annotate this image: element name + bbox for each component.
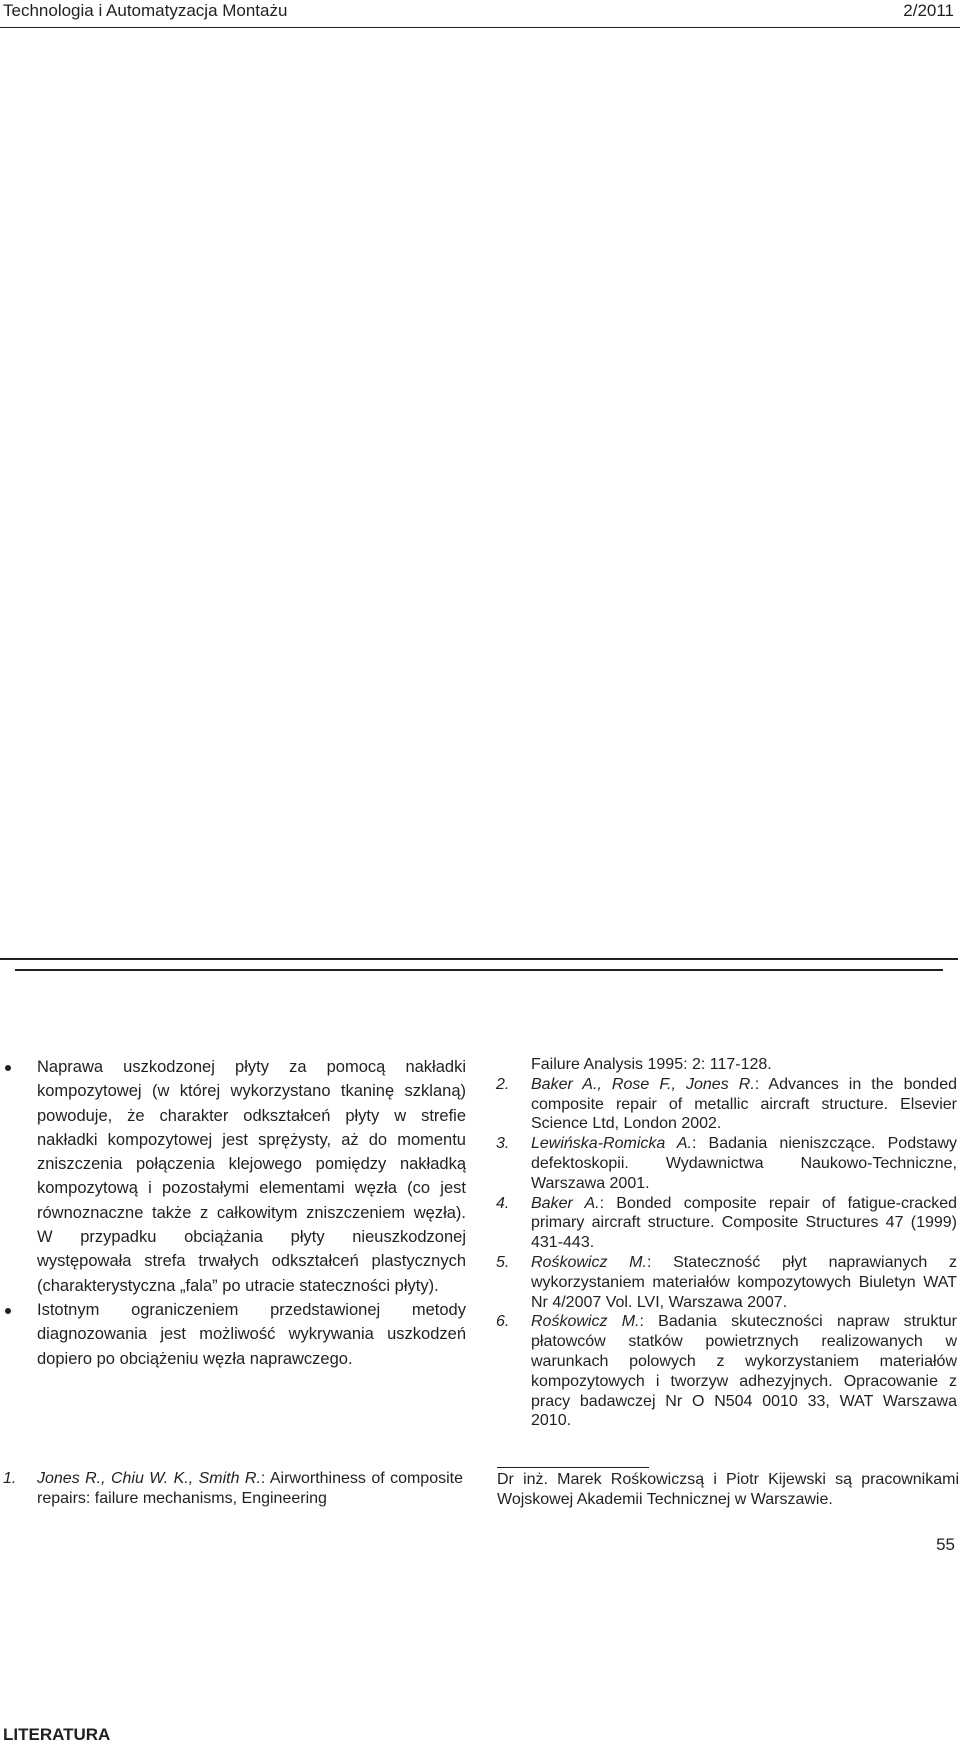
- reference-text: Failure Analysis 1995: 2: 117-128.: [531, 1056, 772, 1073]
- reference-authors: Baker A., Rose F., Jones R.: [531, 1075, 755, 1093]
- reference-number: 6.: [496, 1313, 510, 1331]
- section-rule-top: [0, 958, 958, 960]
- reference-body: [531, 1194, 957, 1253]
- header-rule: [0, 27, 960, 28]
- footnote-rule: [497, 1467, 649, 1468]
- reference-item: [496, 1253, 957, 1312]
- reference-authors: Rośkowicz M.: [531, 1313, 640, 1331]
- reference-text: : Advances in the bonded composite repair of metallic aircraft structure. Elsevier Science Ltd, London 2002.: [531, 1075, 958, 1133]
- conclusion-item: [0, 1298, 466, 1371]
- literature-heading: LITERATURA: [3, 1725, 111, 1744]
- reference-body: [531, 1312, 957, 1431]
- reference-body: [37, 1469, 463, 1509]
- reference-text: : Stateczność płyt naprawianych z wykorzystaniem materiałów kompozytowych Biuletyn WAT Nr 4/2007 Vol. LVI, Warszawa 2007.: [531, 1253, 957, 1311]
- reference-number: 1.: [3, 1470, 17, 1487]
- reference-text: : Bonded composite repair of fatigue-cracked primary aircraft structure. Composite Structures 47 (1999) 431-443.: [531, 1194, 957, 1252]
- reference-item: [496, 1312, 957, 1431]
- issue-number: 2/2011: [903, 1, 954, 20]
- reference-text: : Badania skuteczności napraw struktur płatowców statków powietrznych realizowanych w warunkach polowych z wykorzystaniem materiałów kompozytowych i tworzyw adhezyjnych. Opracowanie z pracy badawczej Nr O N504 0010 33, WAT Warszawa 2010.: [531, 1313, 958, 1430]
- conclusions-column: [0, 1055, 466, 1371]
- reference-number: 4.: [496, 1194, 510, 1212]
- bullet-icon: [5, 1308, 11, 1314]
- journal-title: Technologia i Automatyzacja Montażu: [3, 1, 288, 20]
- reference-body: [531, 1075, 957, 1134]
- bullet-icon: [5, 1065, 11, 1071]
- references-column: [496, 1055, 957, 1431]
- reference-item: [496, 1075, 957, 1134]
- reference-body: [531, 1253, 957, 1312]
- reference-item: [496, 1134, 957, 1193]
- reference-text: : Airworthiness of composite repairs: failure mechanisms, Engineering: [37, 1470, 463, 1507]
- reference-number: 2.: [496, 1075, 510, 1093]
- reference-body: [531, 1134, 957, 1193]
- reference-authors: Rośkowicz M.: [531, 1253, 647, 1271]
- conclusion-text: Naprawa uszkodzonej płyty za pomocą nakładki kompozytowej (w której wykorzystano tkaninę szklaną) powoduje, że charakter odkształceń płyty w strefie nakładki kompozytowej jest sprężysty, aż do momentu zniszczenia połączenia klejowego pomiędzy nakładką kompozytową i pozostałymi elementami węzła (co jest równoznaczne także z całkowitym zniszczeniem węzła). W przypadku obciążania płyty nieuszkodzonej występowała strefa trwałych odkształceń plastycznych (charakterystyczna „fala” po utracie stateczności płyty).: [37, 1058, 466, 1295]
- reference-item: [3, 1469, 463, 1509]
- conclusion-item: [0, 1055, 466, 1298]
- running-header: [0, 0, 960, 30]
- reference-authors: Jones R., Chiu W. K., Smith R.: [37, 1470, 261, 1487]
- reference-item: [496, 1194, 957, 1253]
- reference-continuation: [496, 1055, 957, 1075]
- section-rule-bottom: [15, 969, 943, 971]
- reference-text: : Badania nieniszczące. Podstawy defektoskopii. Wydawnictwa Naukowo-Techniczne, Warszawa 2001.: [531, 1135, 957, 1192]
- conclusion-text: Istotnym ograniczeniem przedstawionej metody diagnozowania jest możliwość wykrywania uszkodzeń dopiero po obciążeniu węzła naprawczego.: [37, 1300, 466, 1368]
- reference-authors: Lewińska-Romicka A.: [531, 1135, 692, 1153]
- reference-number: 3.: [496, 1135, 510, 1153]
- authors-note: Dr inż. Marek Rośkowiczsą i Piotr Kijewski są pracownikami Wojskowej Akademii Technicznej w Warszawie.: [497, 1471, 959, 1508]
- reference-authors: Baker A.: [531, 1194, 600, 1212]
- page-number: 55: [936, 1535, 955, 1554]
- reference-number: 5.: [496, 1253, 510, 1271]
